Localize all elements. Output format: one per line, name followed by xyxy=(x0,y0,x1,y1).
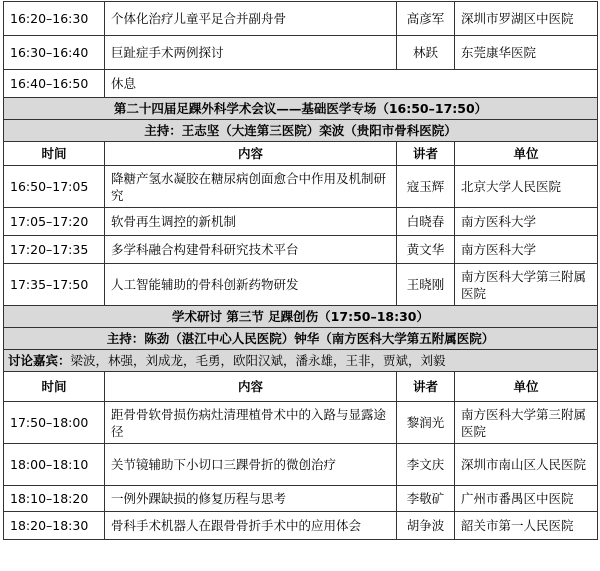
unit-cell: 南方医科大学 xyxy=(455,208,598,236)
content-cell: 距骨骨软骨损伤病灶清理植骨术中的入路与显露途径 xyxy=(105,402,397,444)
unit-cell: 东莞康华医院 xyxy=(455,36,598,70)
discussion-row xyxy=(4,350,598,372)
header-time: 时间 xyxy=(4,142,105,166)
content-cell: 巨趾症手术两例探讨 xyxy=(105,36,397,70)
section-title-row xyxy=(4,306,598,328)
table-row xyxy=(4,264,598,306)
speaker-cell: 白晓春 xyxy=(397,208,455,236)
speaker-cell: 李敬矿 xyxy=(397,486,455,512)
header-content: 内容 xyxy=(105,142,397,166)
speaker-cell: 黄文华 xyxy=(397,236,455,264)
table-row xyxy=(4,2,598,36)
time-cell: 18:20–18:30 xyxy=(4,512,105,540)
unit-cell: 南方医科大学 xyxy=(455,236,598,264)
table-row xyxy=(4,486,598,512)
unit-cell: 广州市番禺区中医院 xyxy=(455,486,598,512)
discussion-label: 讨论嘉宾： xyxy=(8,353,71,368)
speaker-cell: 高彦军 xyxy=(397,2,455,36)
content-cell: 休息 xyxy=(105,70,598,98)
content-cell: 人工智能辅助的骨科创新药物研发 xyxy=(105,264,397,306)
table-row xyxy=(4,166,598,208)
section-title-row xyxy=(4,98,598,120)
section-chair-row xyxy=(4,120,598,142)
speaker-cell: 李文庆 xyxy=(397,444,455,486)
table-row xyxy=(4,36,598,70)
header-row xyxy=(4,142,598,166)
time-cell: 16:20–16:30 xyxy=(4,2,105,36)
content-cell: 骨科手术机器人在跟骨骨折手术中的应用体会 xyxy=(105,512,397,540)
header-time: 时间 xyxy=(4,372,105,402)
time-cell: 17:05–17:20 xyxy=(4,208,105,236)
content-cell: 软骨再生调控的新机制 xyxy=(105,208,397,236)
section-title: 第二十四届足踝外科学术会议——基础医学专场（16:50–17:50） xyxy=(4,98,598,120)
section-title: 学术研讨 第三节 足踝创伤（17:50–18:30） xyxy=(4,306,598,328)
section-chair-row xyxy=(4,328,598,350)
time-cell: 17:20–17:35 xyxy=(4,236,105,264)
table-row xyxy=(4,70,598,98)
table-row xyxy=(4,512,598,540)
content-cell: 一例外踝缺损的修复历程与思考 xyxy=(105,486,397,512)
time-cell: 17:50–18:00 xyxy=(4,402,105,444)
speaker-cell: 寇玉辉 xyxy=(397,166,455,208)
speaker-cell: 王晓刚 xyxy=(397,264,455,306)
speaker-cell: 胡争波 xyxy=(397,512,455,540)
discussion-names: 梁波，林强，刘成龙，毛勇，欧阳汉斌，潘永雄，王非，贾斌，刘毅 xyxy=(70,353,446,368)
unit-cell: 深圳市南山区人民医院 xyxy=(455,444,598,486)
unit-cell: 北京大学人民医院 xyxy=(455,166,598,208)
unit-cell: 南方医科大学第三附属医院 xyxy=(455,402,598,444)
content-cell: 多学科融合构建骨科研究技术平台 xyxy=(105,236,397,264)
header-content: 内容 xyxy=(105,372,397,402)
speaker-cell: 黎润光 xyxy=(397,402,455,444)
content-cell: 降糖产氢水凝胶在糖尿病创面愈合中作用及机制研究 xyxy=(105,166,397,208)
table-row xyxy=(4,402,598,444)
section-chair: 主持：陈劲（湛江中心人民医院）钟华（南方医科大学第五附属医院） xyxy=(4,328,598,350)
schedule-table xyxy=(3,1,598,540)
content-cell: 关节镜辅助下小切口三踝骨折的微创治疗 xyxy=(105,444,397,486)
unit-cell: 南方医科大学第三附属医院 xyxy=(455,264,598,306)
header-row xyxy=(4,372,598,402)
header-unit: 单位 xyxy=(455,372,598,402)
time-cell: 16:30–16:40 xyxy=(4,36,105,70)
time-cell: 16:50–17:05 xyxy=(4,166,105,208)
content-cell: 个体化治疗儿童平足合并副舟骨 xyxy=(105,2,397,36)
header-unit: 单位 xyxy=(455,142,598,166)
discussion-cell xyxy=(4,350,598,372)
unit-cell: 韶关市第一人民医院 xyxy=(455,512,598,540)
table-row xyxy=(4,444,598,486)
speaker-cell: 林跃 xyxy=(397,36,455,70)
unit-cell: 深圳市罗湖区中医院 xyxy=(455,2,598,36)
time-cell: 18:10–18:20 xyxy=(4,486,105,512)
table-row xyxy=(4,208,598,236)
section-chair: 主持：王志坚（大连第三医院）栾波（贵阳市骨科医院） xyxy=(4,120,598,142)
table-row xyxy=(4,236,598,264)
time-cell: 18:00–18:10 xyxy=(4,444,105,486)
header-speaker: 讲者 xyxy=(397,372,455,402)
time-cell: 17:35–17:50 xyxy=(4,264,105,306)
header-speaker: 讲者 xyxy=(397,142,455,166)
time-cell: 16:40–16:50 xyxy=(4,70,105,98)
